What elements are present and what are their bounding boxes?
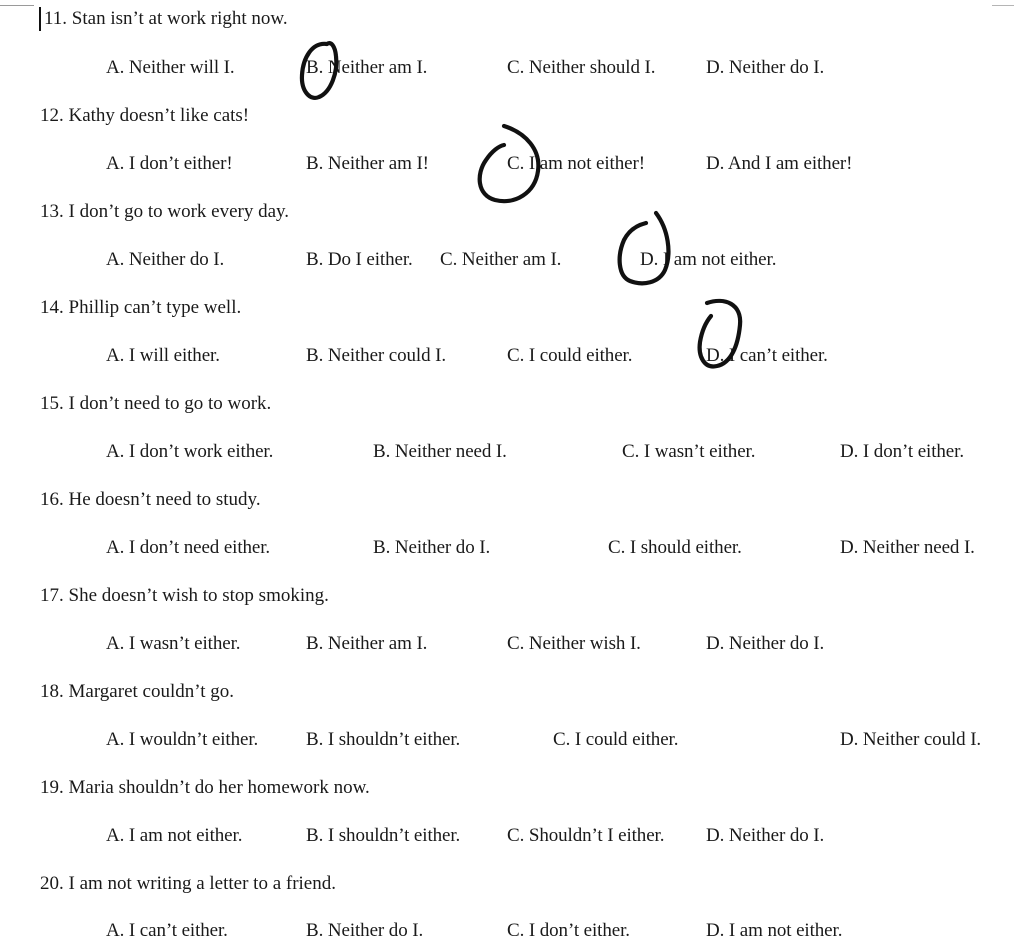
option-16-d[interactable]: D. Neither need I. [840, 537, 975, 558]
option-20-c[interactable]: C. I don’t either. [507, 920, 630, 941]
option-11-a[interactable]: A. Neither will I. [106, 57, 235, 78]
option-12-b[interactable]: B. Neither am I! [306, 153, 429, 174]
option-19-d[interactable]: D. Neither do I. [706, 825, 825, 846]
question-18 [40, 681, 234, 703]
question-15 [40, 393, 271, 415]
question-number: 15. [40, 393, 64, 414]
question-13 [40, 201, 289, 223]
option-15-a[interactable]: A. I don’t work either. [106, 441, 274, 462]
question-number: 18. [40, 681, 64, 702]
option-15-b[interactable]: B. Neither need I. [373, 441, 507, 462]
question-prompt: I am not writing a letter to a friend. [68, 873, 336, 894]
question-19 [40, 777, 370, 799]
option-19-a[interactable]: A. I am not either. [106, 825, 243, 846]
option-15-c[interactable]: C. I wasn’t either. [622, 441, 756, 462]
question-prompt: She doesn’t wish to stop smoking. [68, 585, 329, 606]
option-12-d[interactable]: D. And I am either! [706, 153, 853, 174]
question-number: 19. [40, 777, 64, 798]
question-17 [40, 585, 329, 607]
question-prompt: Margaret couldn’t go. [68, 681, 235, 702]
question-number: 12. [40, 105, 64, 126]
option-19-c[interactable]: C. Shouldn’t I either. [507, 825, 665, 846]
question-prompt: He doesn’t need to study. [68, 489, 261, 510]
question-16 [40, 489, 261, 511]
option-17-a[interactable]: A. I wasn’t either. [106, 633, 241, 654]
question-prompt: Kathy doesn’t like cats! [68, 105, 250, 126]
option-20-d[interactable]: D. I am not either. [706, 920, 843, 941]
question-prompt: Phillip can’t type well. [68, 297, 242, 318]
text-cursor [39, 7, 41, 31]
question-12 [40, 105, 249, 127]
option-20-a[interactable]: A. I can’t either. [106, 920, 228, 941]
option-16-b[interactable]: B. Neither do I. [373, 537, 491, 558]
option-11-d[interactable]: D. Neither do I. [706, 57, 825, 78]
option-14-b[interactable]: B. Neither could I. [306, 345, 447, 366]
question-number: 11. [44, 8, 68, 29]
option-20-b[interactable]: B. Neither do I. [306, 920, 424, 941]
question-11 [44, 8, 288, 30]
header-rule-left [0, 5, 34, 6]
option-15-d[interactable]: D. I don’t either. [840, 441, 964, 462]
header-rule-right [992, 5, 1014, 6]
option-13-a[interactable]: A. Neither do I. [106, 249, 225, 270]
option-18-d[interactable]: D. Neither could I. [840, 729, 982, 750]
option-12-a[interactable]: A. I don’t either! [106, 153, 233, 174]
option-19-b[interactable]: B. I shouldn’t either. [306, 825, 461, 846]
option-16-a[interactable]: A. I don’t need either. [106, 537, 271, 558]
question-number: 20. [40, 873, 64, 894]
option-11-c[interactable]: C. Neither should I. [507, 57, 656, 78]
option-16-c[interactable]: C. I should either. [608, 537, 742, 558]
option-12-c[interactable]: C. I am not either! [507, 153, 645, 174]
option-14-a[interactable]: A. I will either. [106, 345, 220, 366]
question-prompt: I don’t go to work every day. [68, 201, 290, 222]
question-prompt: Maria shouldn’t do her homework now. [68, 777, 370, 798]
question-prompt: I don’t need to go to work. [68, 393, 272, 414]
option-17-d[interactable]: D. Neither do I. [706, 633, 825, 654]
option-14-c[interactable]: C. I could either. [507, 345, 633, 366]
option-18-c[interactable]: C. I could either. [553, 729, 679, 750]
question-prompt: Stan isn’t at work right now. [71, 8, 288, 29]
option-17-b[interactable]: B. Neither am I. [306, 633, 428, 654]
question-number: 14. [40, 297, 64, 318]
question-14 [40, 297, 241, 319]
option-18-a[interactable]: A. I wouldn’t either. [106, 729, 259, 750]
question-number: 13. [40, 201, 64, 222]
question-20 [40, 873, 336, 895]
option-11-b[interactable]: B. Neither am I. [306, 57, 428, 78]
question-number: 16. [40, 489, 64, 510]
option-18-b[interactable]: B. I shouldn’t either. [306, 729, 461, 750]
option-13-c[interactable]: C. Neither am I. [440, 249, 562, 270]
option-17-c[interactable]: C. Neither wish I. [507, 633, 641, 654]
option-13-b[interactable]: B. Do I either. [306, 249, 413, 270]
option-13-d[interactable]: D. I am not either. [640, 249, 777, 270]
question-number: 17. [40, 585, 64, 606]
option-14-d[interactable]: D. I can’t either. [706, 345, 828, 366]
